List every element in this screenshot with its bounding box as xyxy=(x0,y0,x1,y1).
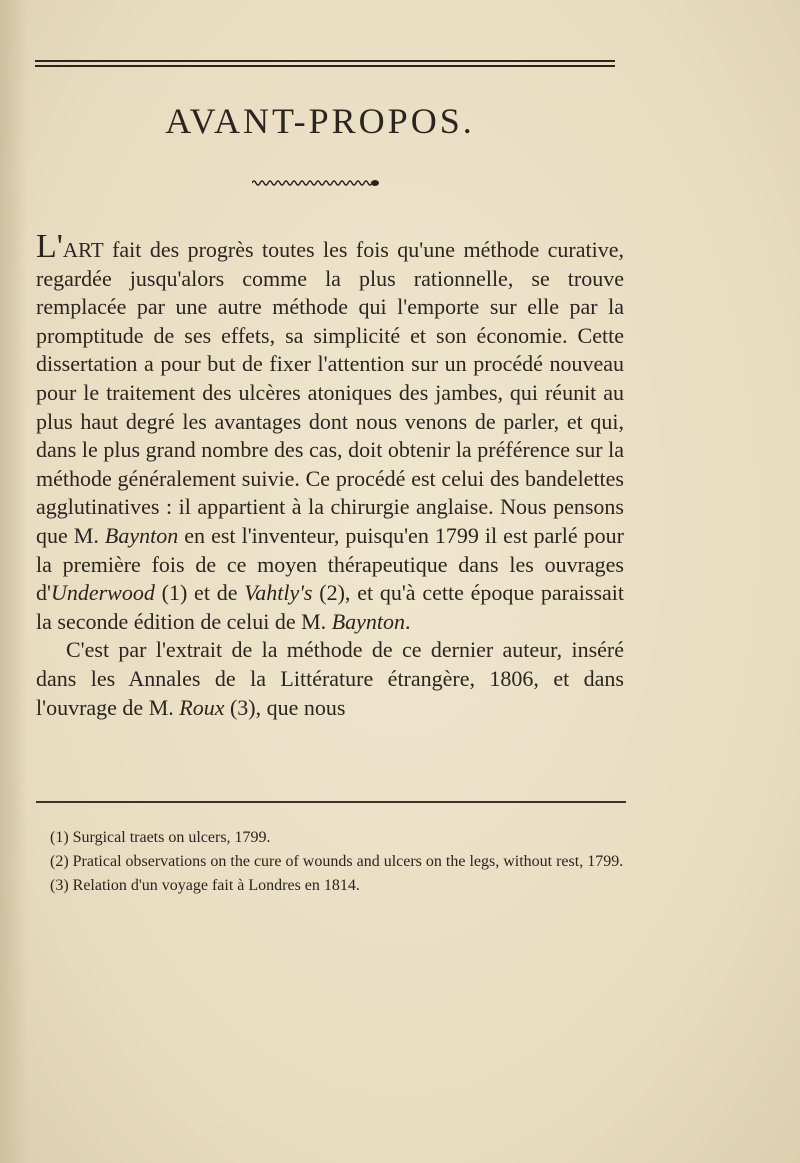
paragraph-text: (1) et de xyxy=(154,580,245,606)
drop-cap: L' xyxy=(36,228,63,265)
body-text xyxy=(36,228,624,722)
footnote: (3) Relation d'un voyage fait à Londres en 1814. xyxy=(50,877,360,894)
small-caps-word: ART xyxy=(62,238,104,262)
paragraph-text: en est l'inventeur, puisqu'en 1799 il est parlé pour la première fois de ce moyen thérapeutique dans les ouvrages d' xyxy=(36,522,624,606)
author-name: Baynton xyxy=(104,522,179,548)
footnote: (2) Pratical observations on the cure of wounds and ulcers on the legs, without rest, 1799. xyxy=(50,853,624,870)
paragraph-text: . xyxy=(405,608,411,634)
author-name: Roux xyxy=(179,694,225,720)
paragraph-text: fait des progrès toutes les fois qu'une méthode curative, regardée jusqu'alors comme la plus rationnelle, se trouve remplacée par une autre méthode qui l'emporte sur elle par la promptitude de ses effets, sa simplicité et son économie. Cette dissertation a pour but de fixer l'attention sur un procédé nouveau pour le traitement des ulcères atoniques des jambes, qui réunit au plus haut degré les avantages dont nous venons de parler, et qui, dans le plus grand nombre des cas, doit obtenir la préférence sur la méthode généralement suivie. Ce procédé est celui des bandelettes agglutinatives : il appartient à la chirurgie anglaise. Nous pensons que M. xyxy=(36,237,624,548)
paragraph-2 xyxy=(36,636,624,722)
paragraph-text: C'est par l'extrait de la méthode de ce dernier auteur, inséré dans les Annales de la Littérature étrangère, 1806, et dans l'ouvrage de M. xyxy=(36,637,624,720)
paragraph-text: (2), et qu'à cette époque paraissait la seconde édition de celui de M. xyxy=(36,580,624,634)
top-double-rule xyxy=(35,60,615,68)
page-title: AVANT-PROPOS. xyxy=(165,101,475,141)
footnote: (1) Surgical traets on ulcers, 1799. xyxy=(50,829,271,846)
paragraph-1 xyxy=(36,228,624,636)
footnote-rule xyxy=(36,801,626,803)
author-name: Underwood xyxy=(50,580,155,606)
paragraph-text: (3), que nous xyxy=(224,694,346,720)
author-name: Vahtly's xyxy=(244,580,313,606)
page-edge-shadow xyxy=(0,0,28,1163)
ornament-wavy-rule xyxy=(252,178,380,188)
author-name: Baynton xyxy=(331,608,406,634)
footnotes xyxy=(36,826,626,898)
